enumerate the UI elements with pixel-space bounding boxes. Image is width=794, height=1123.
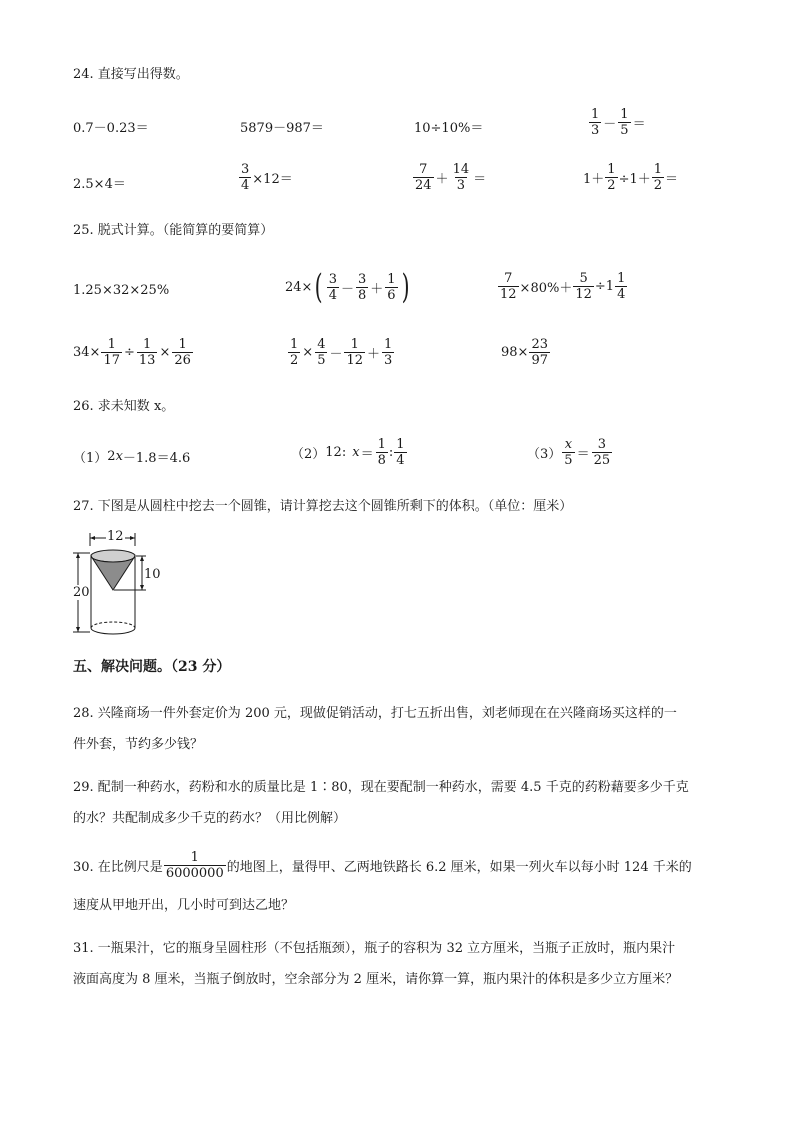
fraction: $\frac{1}{4}$	[396, 437, 405, 468]
q28-line-1: 28. 兴隆商场一件外套定价为 200 元，现做促销活动，打七五折出售，刘老师现在在兴隆商场买这样的一	[73, 706, 677, 721]
q24-expr-1: 0.7－0.23＝	[73, 121, 149, 136]
fraction: $\frac{1}{3}$	[591, 107, 600, 138]
fraction: $\frac{1}{6}$	[387, 271, 396, 303]
fraction: $\frac{3}{4}$	[241, 162, 250, 193]
q30-line-1: 30. 在比例尺是 $\frac{1}{6000000}$ 的地图上，量得甲、乙两地铁路长 6.2 厘米，如果一列火车以每小时 124 千米的	[73, 850, 692, 881]
fraction: $\frac{1}{5}$	[620, 107, 629, 138]
q24-title: 24. 直接写出得数。	[73, 67, 189, 82]
q26-eq-1: （1） 2 x －1.8＝4.6	[73, 449, 191, 466]
fraction: $\frac{3}{4}$	[328, 271, 337, 303]
scale-fraction: $\frac{1}{6000000}$	[165, 850, 224, 881]
fraction: $\frac{1}{2}$	[653, 162, 663, 193]
fraction: $\frac{14}{3}$	[452, 162, 470, 193]
q29-line-2: 的水？共配制成多少千克的药水？（用比例解）	[73, 811, 347, 826]
fraction: $\frac{7}{24}$	[415, 162, 432, 193]
q27-title: 27. 下图是从圆柱中挖去一个圆锥，请计算挖去这个圆锥所剩下的体积。（单位：厘米）	[73, 499, 573, 514]
q24-expr-6: $\frac{3}{4}$ ×12＝	[241, 162, 293, 193]
fraction: $\frac{1}{26}$	[174, 337, 191, 368]
fraction: $\frac{5}{12}$	[575, 271, 592, 302]
cylinder-cone-diagram	[70, 528, 170, 640]
q25-expr-1: 1.25×32×25%	[73, 283, 170, 298]
fraction: $\frac{x}{5}$	[564, 437, 573, 468]
fraction: $\frac{1}{12}$	[346, 337, 364, 368]
fraction: $\frac{3}{8}$	[358, 271, 367, 303]
fraction: $\frac{3}{25}$	[593, 437, 611, 468]
q31-line-1: 31. 一瓶果汁，它的瓶身呈圆柱形（不包括瓶颈），瓶子的容积为 32 立方厘米，当瓶子正放时，瓶内果汁	[73, 941, 676, 956]
q24-expr-5: 2.5×4＝	[73, 177, 126, 192]
q26-eq-2: （2） 12 : x ＝ $\frac{1}{8}$ : $\frac{1}{4}$	[291, 437, 405, 468]
q24-expr-4: $\frac{1}{3}$ － $\frac{1}{5}$ ＝	[591, 107, 646, 138]
height-label: 20	[73, 585, 90, 600]
q24-expr-7: $\frac{7}{24}$ ＋ $\frac{14}{3}$ ＝	[415, 162, 487, 193]
fraction: $\frac{23}{97}$	[531, 337, 548, 368]
q25-expr-3: $\frac{7}{12}$ ×80%＋ $\frac{5}{12}$ ÷1 $\frac{1}{4}$	[500, 271, 626, 302]
q24-expr-2: 5879－987＝	[240, 121, 324, 136]
section-five-heading: 五、解决问题。（23 分）	[73, 659, 231, 675]
q24-expr-3: 10÷10%＝	[414, 121, 484, 136]
q25-expr-6: 98× $\frac{23}{97}$	[501, 337, 548, 368]
q24-expr-8: 1＋ $\frac{1}{2}$ ÷1＋ $\frac{1}{2}$ ＝	[583, 162, 679, 193]
fraction: $\frac{1}{3}$	[384, 337, 393, 368]
fraction: $\frac{1}{8}$	[377, 437, 386, 468]
fraction: $\frac{1}{2}$	[290, 337, 299, 368]
fraction: $\frac{1}{13}$	[138, 337, 156, 368]
q25-expr-4: 34× $\frac{1}{17}$ ÷ $\frac{1}{13}$ × $\frac{1}{26}$	[73, 337, 191, 368]
q25-title: 25. 脱式计算。（能简算的要简算）	[73, 223, 274, 238]
q30-line-2: 速度从甲地开出，几小时可到达乙地？	[73, 898, 295, 913]
q25-expr-5: $\frac{1}{2}$ × $\frac{4}{5}$ － $\frac{1}{12}$ ＋ $\frac{1}{3}$	[290, 337, 393, 368]
q29-line-1: 29. 配制一种药水，药粉和水的质量比是 1∶80，现在要配制一种药水，需要 4.5 千克的药粉藉要多少千克	[73, 780, 689, 795]
q25-expr-2: 24× ( $\frac{3}{4}$ － $\frac{3}{8}$ ＋ $\frac{1}{6}$ )	[285, 267, 410, 307]
q26-title: 26. 求未知数 x。	[73, 399, 175, 414]
fraction: $\frac{1}{17}$	[103, 337, 120, 368]
fraction: $\frac{4}{5}$	[317, 337, 326, 368]
q26-eq-3: （3） $\frac{x}{5}$ ＝ $\frac{3}{25}$	[527, 437, 611, 468]
q31-line-2: 液面高度为 8 厘米，当瓶子倒放时，空余部分为 2 厘米，请你算一算，瓶内果汁的体积是多少立方厘米？	[73, 972, 679, 987]
fraction: $\frac{1}{4}$	[617, 271, 626, 302]
fraction: $\frac{7}{12}$	[500, 271, 517, 302]
cone-height-label: 10	[144, 567, 161, 582]
fraction: $\frac{1}{2}$	[607, 162, 616, 193]
q28-line-2: 件外套，节约多少钱？	[73, 737, 204, 752]
diameter-label: 12	[107, 529, 124, 544]
